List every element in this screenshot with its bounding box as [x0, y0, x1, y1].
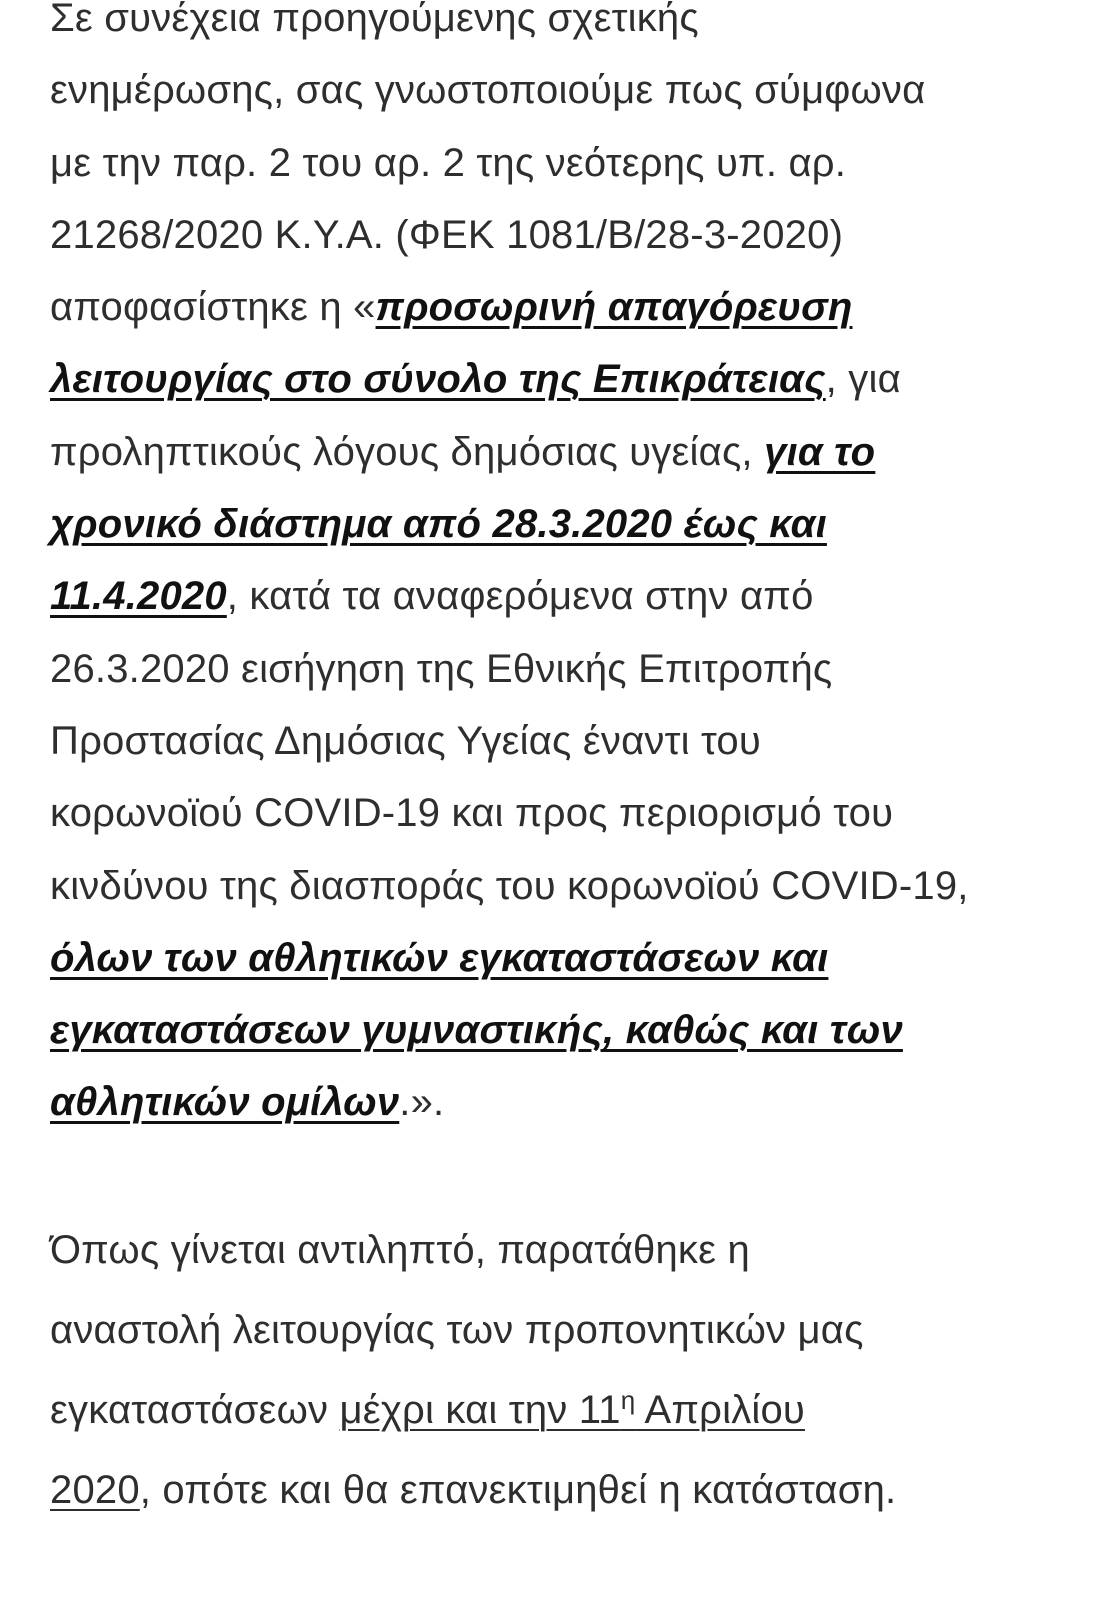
text-line: Προστασίας Δημόσιας Υγείας έναντι του	[50, 718, 761, 763]
text-line	[50, 560, 1080, 632]
plain-text: , οπότε και θα επανεκτιμηθεί η κατάσταση.	[139, 1468, 897, 1512]
emphasized-text: χρονικό διάστημα από 28.3.2020 έως και	[50, 502, 827, 547]
emphasized-text: προσωρινή απαγόρευση	[375, 285, 853, 330]
underlined-text: 2020	[50, 1468, 140, 1512]
text-line	[50, 416, 1080, 488]
underlined-date-part: Απριλίου	[635, 1388, 806, 1432]
ordinal-superscript: η	[620, 1385, 636, 1415]
announcement-paragraph	[50, 0, 1080, 1139]
text-line: κορωνοϊού COVID-19 και προς περιορισμό του	[50, 791, 894, 836]
text-line: 21268/2020 Κ.Υ.Α. (ΦΕΚ 1081/Β/28-3-2020)	[50, 212, 844, 257]
plain-text: εγκαταστάσεων	[50, 1388, 340, 1432]
plain-text: , κατά τα αναφερόμενα στην από	[226, 574, 814, 619]
text-line	[50, 1066, 1080, 1138]
underlined-date-part: μέχρι και την 11	[339, 1388, 621, 1432]
text-line	[50, 994, 1080, 1066]
text-line	[50, 271, 1080, 343]
emphasized-text: αθλητικών ομίλων	[50, 1080, 400, 1125]
plain-text: , για	[825, 357, 901, 402]
text-line	[50, 1370, 1080, 1450]
emphasized-text: όλων των αθλητικών εγκαταστάσεων και	[50, 935, 829, 980]
text-line: με την παρ. 2 του αρ. 2 της νεότερης υπ. αρ.	[50, 140, 847, 185]
emphasized-text: για το	[764, 429, 876, 474]
text-line	[50, 922, 1080, 994]
text-line	[50, 488, 1080, 560]
text-line	[50, 1450, 1080, 1530]
extension-paragraph	[50, 1210, 1080, 1530]
text-line: αναστολή λειτουργίας των προπονητικών μας	[50, 1308, 864, 1352]
emphasized-text: λειτουργίας στο σύνολο της Επικράτειας	[50, 357, 826, 402]
text-line: Σε συνέχεια προηγούμενης σχετικής	[50, 0, 699, 40]
plain-text: προληπτικούς λόγους δημόσιας υγείας,	[50, 429, 765, 474]
plain-text: .».	[399, 1080, 445, 1125]
text-line: 26.3.2020 εισήγηση της Εθνικής Επιτροπής	[50, 646, 833, 691]
emphasized-text: εγκαταστάσεων γυμναστικής, καθώς και των	[50, 1008, 903, 1053]
text-line: ενημέρωσης, σας γνωστοποιούμε πως σύμφωνα	[50, 68, 926, 113]
emphasized-text: 11.4.2020	[50, 574, 227, 619]
text-line: Όπως γίνεται αντιληπτό, παρατάθηκε η	[50, 1228, 750, 1272]
plain-text: αποφασίστηκε η «	[50, 285, 376, 330]
text-line: κινδύνου της διασποράς του κορωνοϊού COVID-19,	[50, 863, 969, 908]
underlined-text	[339, 1385, 806, 1432]
text-line	[50, 343, 1080, 415]
